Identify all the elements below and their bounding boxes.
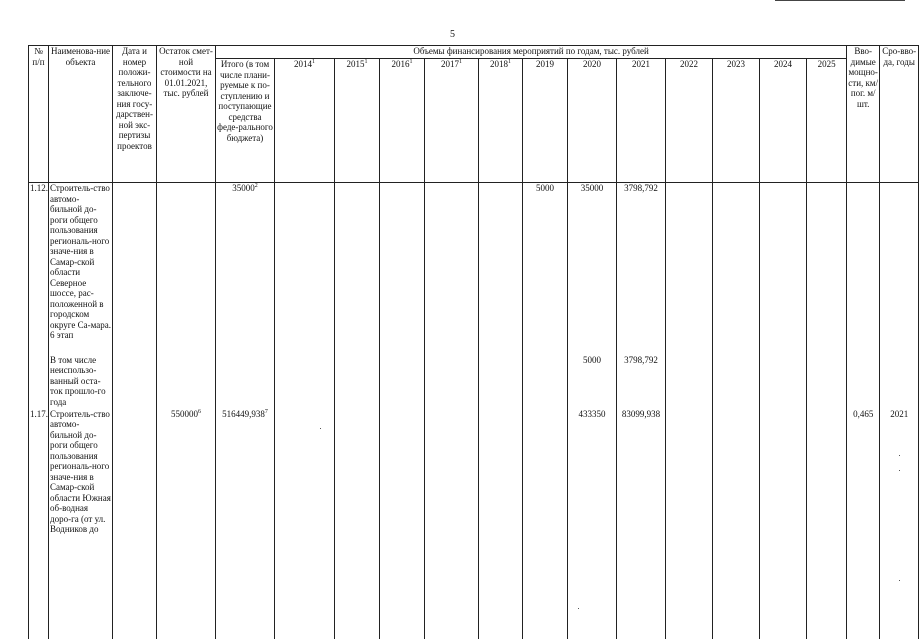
scan-speck xyxy=(899,455,900,456)
row-year-value xyxy=(666,355,713,409)
row-year-value: 5000 xyxy=(568,355,617,409)
row-year-value xyxy=(760,355,807,409)
header-num: № п/п xyxy=(29,46,49,183)
row-year-value xyxy=(380,409,425,639)
header-name: Наименова-ние объекта xyxy=(49,46,113,183)
row-year-value: 35000 xyxy=(568,183,617,355)
row-remain: 550000$^6$ xyxy=(157,409,216,639)
scan-speck xyxy=(899,580,900,581)
row-index xyxy=(29,355,49,409)
row-name: Строитель-ство автомо-бильной до-роги общего пользования региональ-ного значе-ния в Самар-ской области Южная об-водная доро-га (от ул. Водников до xyxy=(49,409,113,639)
header-remain: Остаток смет-ной стоимости на 01.01.2021, тыс. рублей xyxy=(157,46,216,183)
row-date xyxy=(113,355,157,409)
row-capacity xyxy=(847,183,880,355)
table-row xyxy=(29,355,919,409)
row-year-value xyxy=(807,183,847,355)
header-year: 2020 xyxy=(568,59,617,183)
row-year-value xyxy=(523,409,568,639)
header-year: 2023 xyxy=(713,59,760,183)
header-year: 2019 xyxy=(523,59,568,183)
row-remain xyxy=(157,183,216,355)
row-year-value: 433350 xyxy=(568,409,617,639)
header-date: Дата и номер положи-тельного заключе-ния госу-дарствен-ной экс-пертизы проектов xyxy=(113,46,157,183)
row-capacity xyxy=(847,355,880,409)
header-year: 2018$^1$ xyxy=(479,59,523,183)
header-total: Итого (в том числе плани-руемые к по-ступлению и поступающие средства феде-рального бюджета) xyxy=(216,59,275,183)
row-year-value xyxy=(666,183,713,355)
row-year-value xyxy=(425,183,479,355)
header-group: Объемы финансирования мероприятий по годам, тыс. рублей xyxy=(216,46,847,59)
row-capacity: 0,465 xyxy=(847,409,880,639)
row-year-value xyxy=(275,183,335,355)
row-term: 2021 xyxy=(880,409,919,639)
row-total: 35000$^2$ xyxy=(216,183,275,355)
row-year-value xyxy=(760,183,807,355)
top-border-line xyxy=(775,0,905,1)
row-index: 1.12. xyxy=(29,183,49,355)
header-year: 2014$^1$ xyxy=(275,59,335,183)
table-row xyxy=(29,183,919,355)
row-year-value xyxy=(335,183,380,355)
row-year-value xyxy=(666,409,713,639)
row-year-value xyxy=(335,409,380,639)
row-date xyxy=(113,183,157,355)
page-number: 5 xyxy=(450,29,455,40)
header-year: 2025 xyxy=(807,59,847,183)
row-year-value xyxy=(713,183,760,355)
scan-speck xyxy=(578,608,579,609)
row-year-value xyxy=(425,409,479,639)
header-capacity: Вво-димые мощно-сти, км/ пог. м/шт. xyxy=(847,46,880,183)
row-year-value xyxy=(713,409,760,639)
row-year-value xyxy=(807,409,847,639)
row-year-value xyxy=(425,355,479,409)
header-year: 2015$^1$ xyxy=(335,59,380,183)
row-year-value xyxy=(523,355,568,409)
header-year: 2024 xyxy=(760,59,807,183)
row-term xyxy=(880,183,919,355)
row-year-value: 5000 xyxy=(523,183,568,355)
row-total xyxy=(216,355,275,409)
row-year-value xyxy=(807,355,847,409)
header-year: 2022 xyxy=(666,59,713,183)
table-row xyxy=(29,409,919,639)
row-year-value: 83099,938 xyxy=(617,409,666,639)
scan-speck xyxy=(899,470,900,471)
row-name: В том числе неиспользо-ванный оста-ток прошло-го года xyxy=(49,355,113,409)
row-year-value xyxy=(760,409,807,639)
header-year: 2021 xyxy=(617,59,666,183)
header-year: 2016$^1$ xyxy=(380,59,425,183)
row-year-value xyxy=(479,355,523,409)
scan-speck xyxy=(320,428,321,429)
row-year-value xyxy=(479,183,523,355)
row-year-value xyxy=(275,355,335,409)
row-year-value: 3798,792 xyxy=(617,183,666,355)
row-year-value xyxy=(713,355,760,409)
header-year: 2017$^1$ xyxy=(425,59,479,183)
row-date xyxy=(113,409,157,639)
row-year-value xyxy=(380,183,425,355)
row-index: 1.17. xyxy=(29,409,49,639)
row-year-value xyxy=(275,409,335,639)
header-term: Сро-вво-да, годы xyxy=(880,46,919,183)
row-total: 516449,938$^7$ xyxy=(216,409,275,639)
row-term xyxy=(880,355,919,409)
financing-table xyxy=(28,45,919,639)
row-remain xyxy=(157,355,216,409)
row-year-value xyxy=(479,409,523,639)
row-name: Строитель-ство автомо-бильной до-роги общего пользования региональ-ного значе-ния в Самар-ской области Северное шоссе, рас-положенной в городском округе Са-мара. 6 этап xyxy=(49,183,113,355)
row-year-value xyxy=(335,355,380,409)
row-year-value: 3798,792 xyxy=(617,355,666,409)
row-year-value xyxy=(380,355,425,409)
